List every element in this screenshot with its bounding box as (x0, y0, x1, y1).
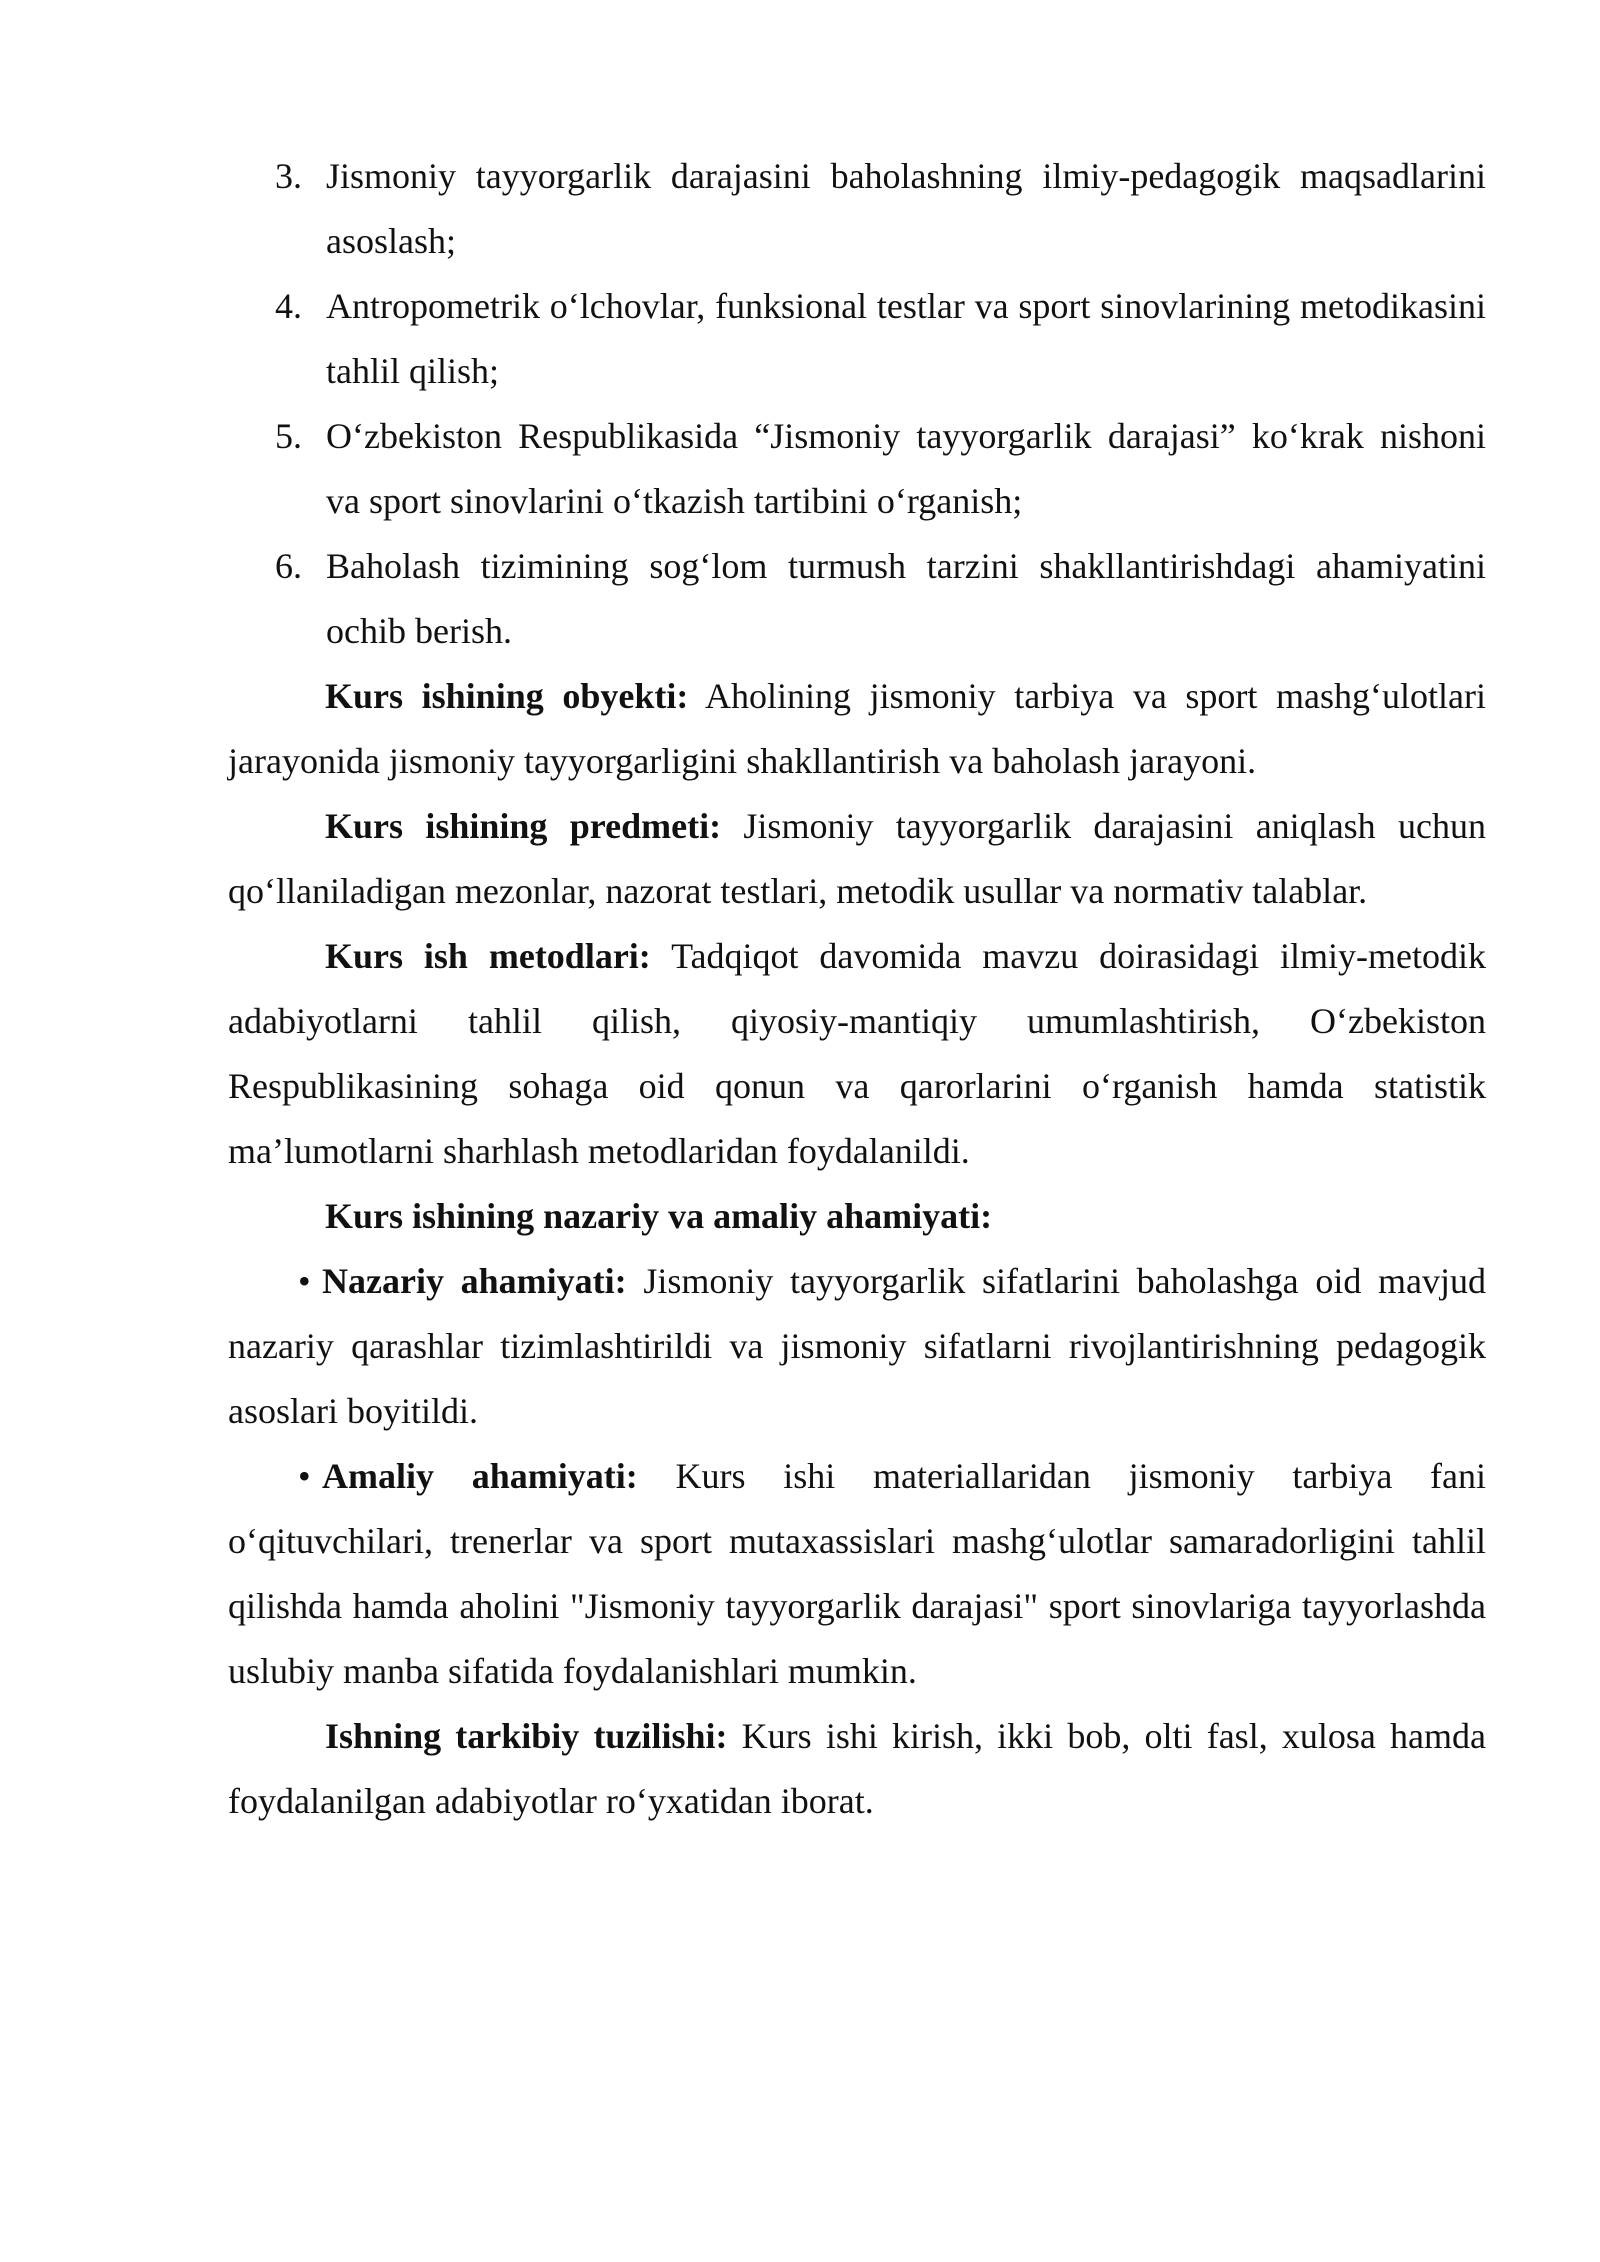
list-item (228, 144, 1486, 274)
list-item (228, 534, 1486, 664)
theoretical-label: Nazariy ahamiyati: (322, 1261, 627, 1301)
structure-label: Ishning tarkibiy tuzilishi: (325, 1716, 728, 1756)
structure-paragraph (228, 1704, 1486, 1834)
significance-heading (228, 1184, 1486, 1249)
object-label: Kurs ishining obyekti: (325, 676, 689, 716)
practical-label: Amaliy ahamiyati: (322, 1456, 638, 1496)
list-number: 3. (275, 156, 302, 196)
subject-label: Kurs ishining predmeti: (325, 806, 722, 846)
list-item-text: Jismoniy tayyorgarlik darajasini baholashning ilmiy-pedagogik maqsadlarini asoslash; (326, 156, 1486, 261)
bullet-icon: • (298, 1456, 311, 1496)
subject-text: Jismoniy tayyorgarlik darajasini aniqlash uchun qo‘llaniladigan mezonlar, nazorat testlari, metodik usullar va normativ talablar. (228, 806, 1486, 911)
list-item (228, 274, 1486, 404)
methods-paragraph (228, 924, 1486, 1184)
document-page (228, 144, 1486, 1834)
structure-text: Kurs ishi kirish, ikki bob, olti fasl, xulosa hamda foydalanilgan adabiyotlar ro‘yxatidan iborat. (228, 1716, 1486, 1821)
significance-heading-text: Kurs ishining nazariy va amaliy ahamiyati: (325, 1196, 993, 1236)
subject-paragraph (228, 794, 1486, 924)
list-item (228, 404, 1486, 534)
list-number: 5. (275, 416, 302, 456)
object-text: Aholining jismoniy tarbiya va sport mashg‘ulotlari jarayonida jismoniy tayyorgarligini shakllantirish va baholash jarayoni. (228, 676, 1486, 781)
methods-text: Tadqiqot davomida mavzu doirasidagi ilmiy-metodik adabiyotlarni tahlil qilish, qiyosiy-mantiqiy umumlashtirish, O‘zbekiston Respublikasining sohaga oid qonun va qarorlarini o‘rganish hamda statistik ma’lumotlarni sharhlash metodlaridan foydalanildi. (228, 936, 1487, 1171)
practical-text: Kurs ishi materiallaridan jismoniy tarbiya fani o‘qituvchilari, trenerlar va sport mutaxassislari mashg‘ulotlar samaradorligini tahlil qilishda hamda aholini "Jismoniy tayyorgarlik darajasi" sport sinovlariga tayyorlashda uslubiy manba sifatida foydalanishlari mumkin. (228, 1456, 1487, 1691)
list-item-text: Baholash tizimining sog‘lom turmush tarzini shakllantirishdagi ahamiyatini ochib berish. (326, 546, 1486, 651)
list-number: 4. (275, 286, 302, 326)
object-paragraph (228, 664, 1486, 794)
objectives-list (228, 144, 1486, 664)
methods-label: Kurs ish metodlari: (325, 936, 651, 976)
bullet-icon: • (298, 1261, 311, 1301)
list-item-text: O‘zbekiston Respublikasida “Jismoniy tayyorgarlik darajasi” ko‘krak nishoni va sport sinovlarini o‘tkazish tartibini o‘rganish; (326, 416, 1486, 521)
list-number: 6. (275, 546, 302, 586)
theoretical-text: Jismoniy tayyorgarlik sifatlarini baholashga oid mavjud nazariy qarashlar tizimlashtirildi va jismoniy sifatlarni rivojlantirishning pedagogik asoslari boyitildi. (228, 1261, 1486, 1431)
theoretical-bullet (228, 1249, 1486, 1444)
practical-bullet (228, 1444, 1486, 1704)
list-item-text: Antropometrik o‘lchovlar, funksional testlar va sport sinovlarining metodikasini tahlil qilish; (326, 286, 1486, 391)
